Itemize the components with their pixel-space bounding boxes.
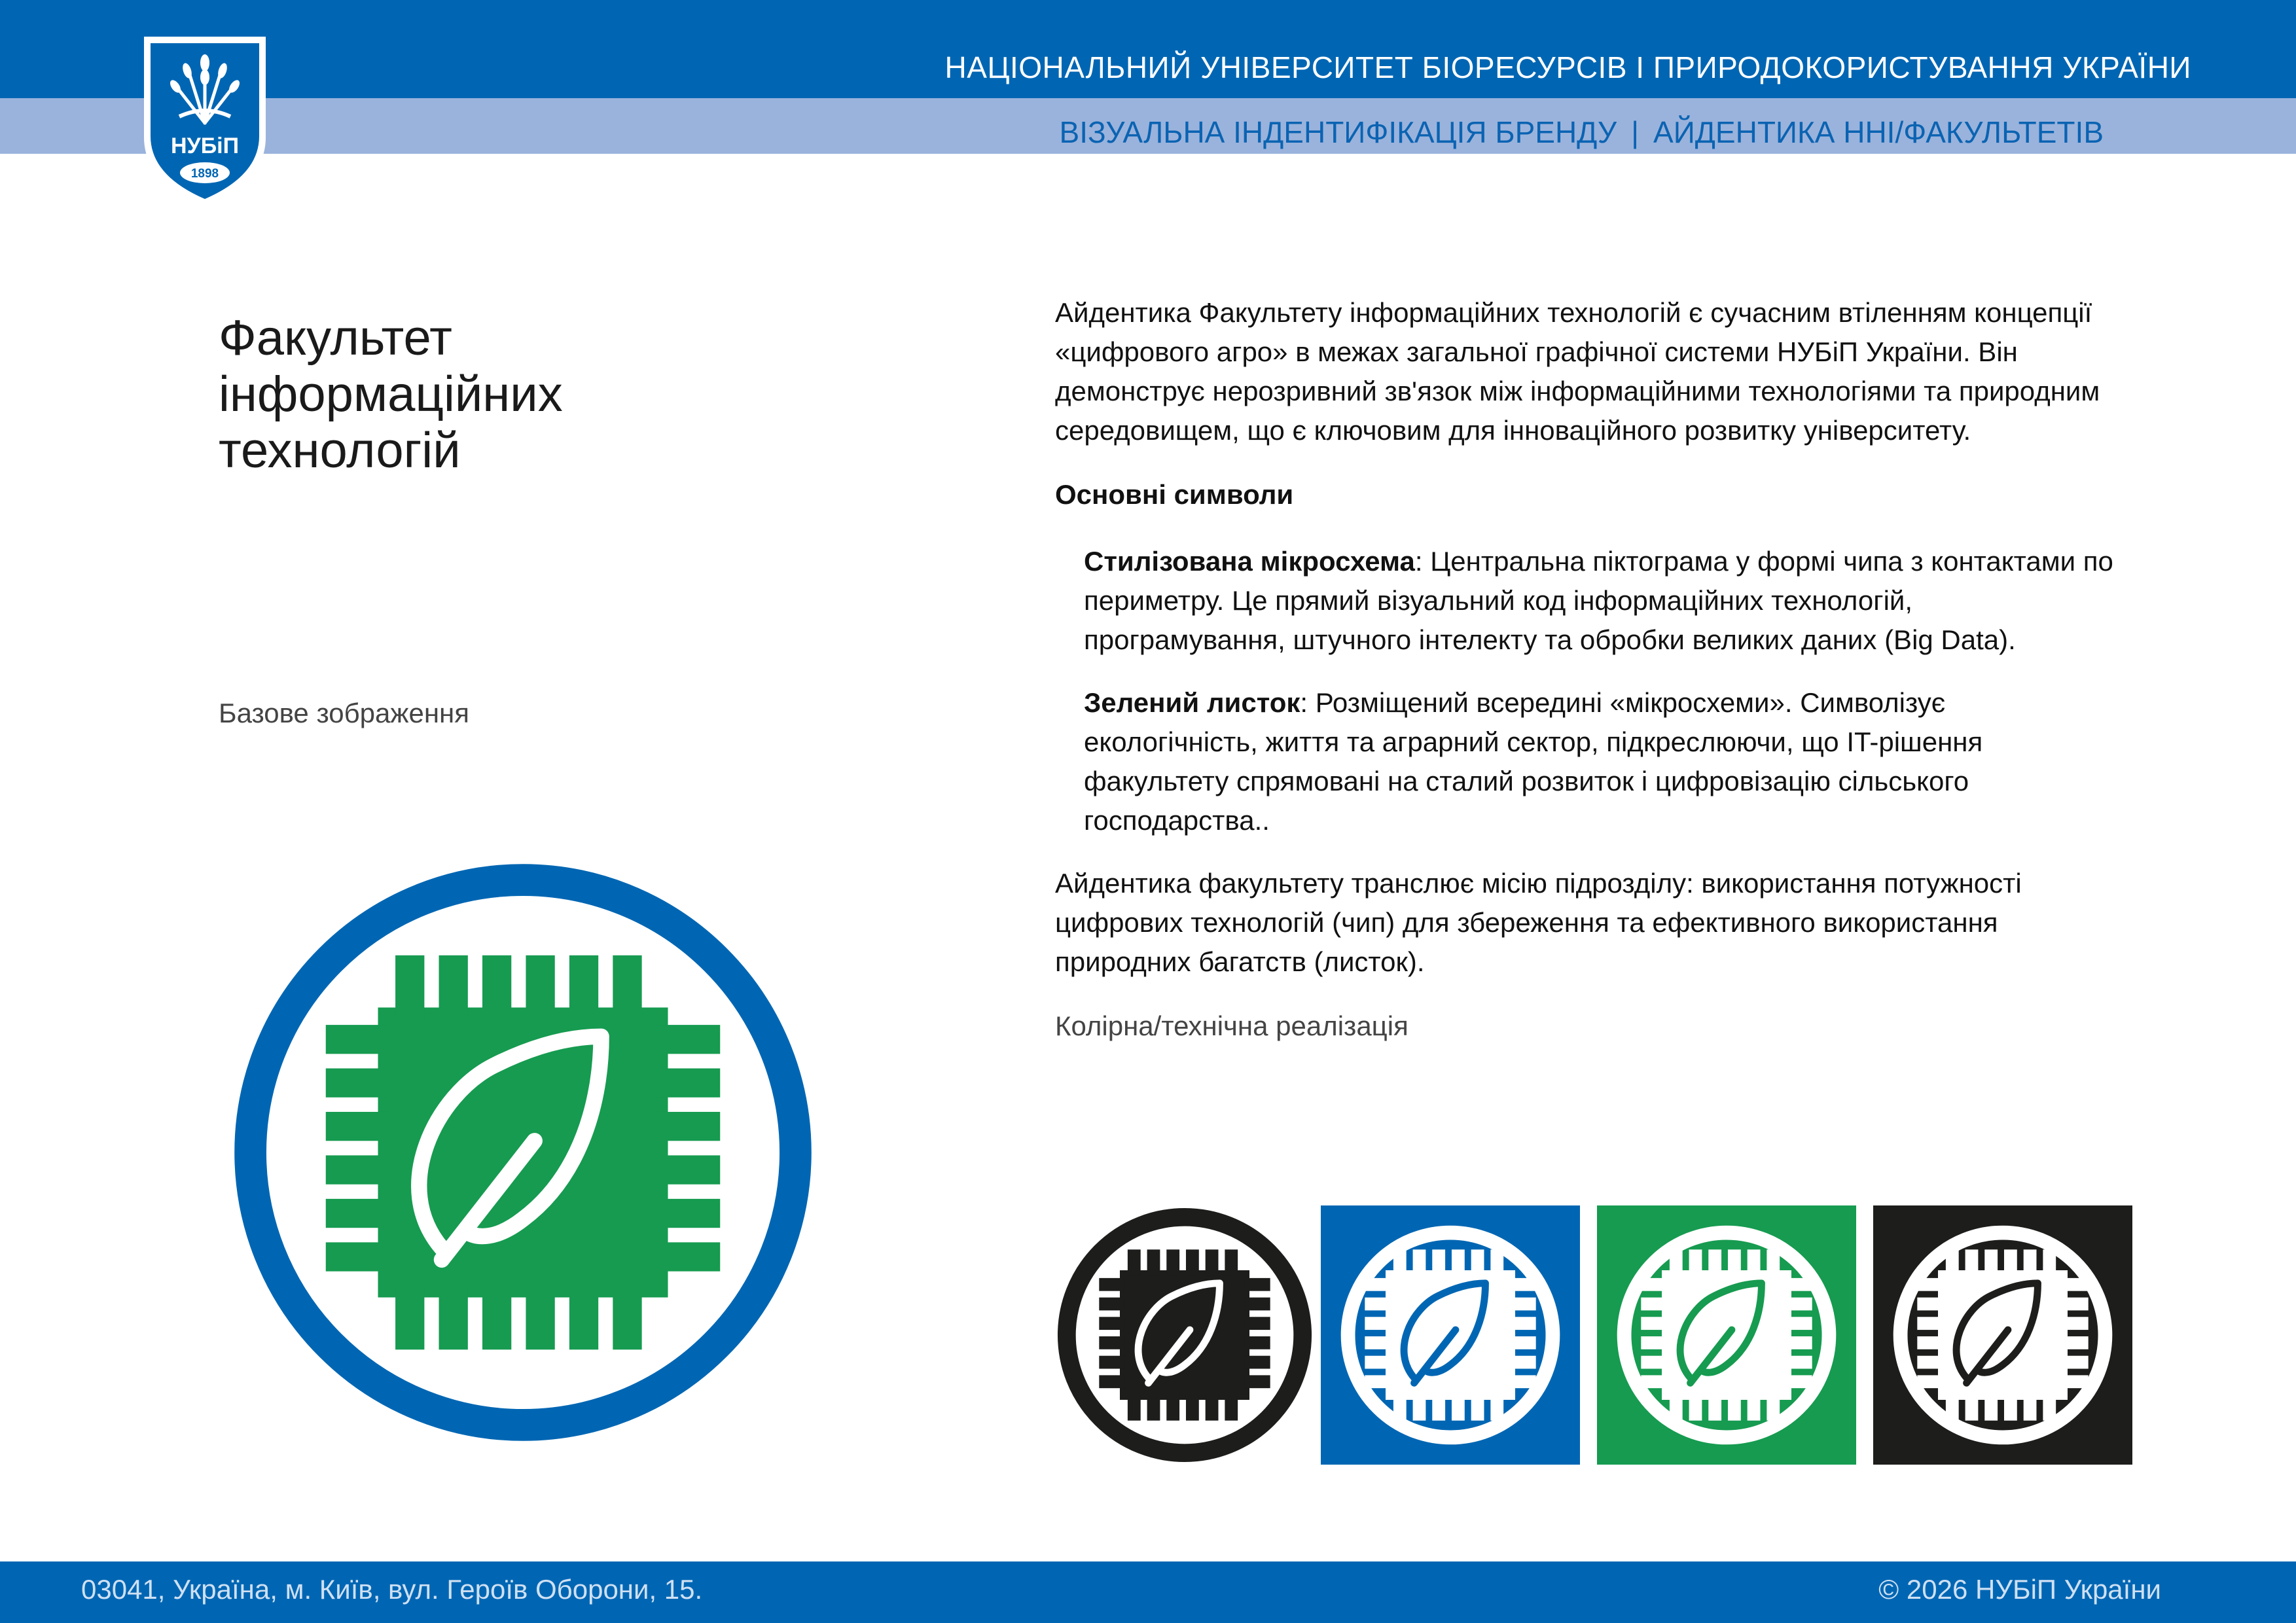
title-line-3: технологій [219, 423, 461, 478]
symbols-heading: Основні символи [1055, 479, 1294, 510]
symbol-item-chip [1055, 542, 2115, 660]
breadcrumb [1060, 115, 2104, 150]
footer-copyright: © 2026 НУБіП України [1878, 1574, 2161, 1605]
wheat-crest-icon [140, 33, 270, 209]
chip-leaf-icon [233, 863, 813, 1442]
symbol-term: Стилізована мікросхема [1084, 546, 1415, 577]
svg-text:НУБіП: НУБіП [170, 134, 240, 158]
title-line-2: інформаційних [219, 366, 563, 422]
base-image-label: Базове зображення [219, 698, 469, 728]
logo-variants [1055, 1205, 2128, 1466]
footer-address: 03041, Україна, м. Київ, вул. Героїв Оборони, 15. [81, 1574, 703, 1605]
symbol-description: : Центральна піктограма у формі чипа з контактами по периметру. Це прямий візуальний код інформаційних технологій, програмування, штучного інтелекту та обробки великих даних (Big Data). [1084, 546, 2113, 655]
chip-leaf-icon-blue [1321, 1205, 1580, 1465]
symbol-item-leaf [1055, 683, 2115, 840]
symbol-term: Зелений листок [1084, 687, 1300, 718]
description-column [1055, 293, 2115, 1046]
chip-leaf-icon-black [1055, 1205, 1314, 1465]
title-line-1: Факультет [219, 310, 452, 366]
section-brand-identity: ВІЗУАЛЬНА ІНДЕНТИФІКАЦІЯ БРЕНДУ [1059, 115, 1617, 149]
intro-paragraph: Айдентика Факультету інформаційних технологій є сучасним втіленням концепції «цифрового агро» в межах загальної графічної системи НУБіП України. Він демонструє нерозривний зв'язок між інформаційними технологіями та природним середовищем, що є ключовим для інноваційного розвитку університету. [1055, 297, 2100, 446]
color-implementation-label: Колірна/технічна реалізація [1055, 1010, 1408, 1041]
section-faculty-identity: АЙДЕНТИКА ННІ/ФАКУЛЬТЕТІВ [1653, 115, 2104, 149]
svg-text:1898: 1898 [190, 167, 219, 181]
chip-leaf-icon-green [1597, 1205, 1856, 1465]
symbol-description: : Розміщений всередині «мікросхеми». Символізує екологічність, життя та аграрний сектор, підкреслюючи, що IT-рішення факультету спрямовані на сталий розвиток і цифровізацію сільського господарства.. [1084, 687, 1983, 836]
mission-paragraph: Айдентика факультету транслює місію підрозділу: використання потужності цифрових технологій (чип) для збереження та ефективного використання природних багатств (листок). [1055, 868, 2022, 977]
university-name: НАЦІОНАЛЬНИЙ УНІВЕРСИТЕТ БІОРЕСУРСІВ І ПРИРОДОКОРИСТУВАННЯ УКРАЇНИ [944, 50, 2191, 84]
breadcrumb-separator: | [1631, 115, 1640, 149]
page-title [219, 310, 563, 479]
chip-leaf-icon-black-bg [1873, 1205, 2132, 1465]
